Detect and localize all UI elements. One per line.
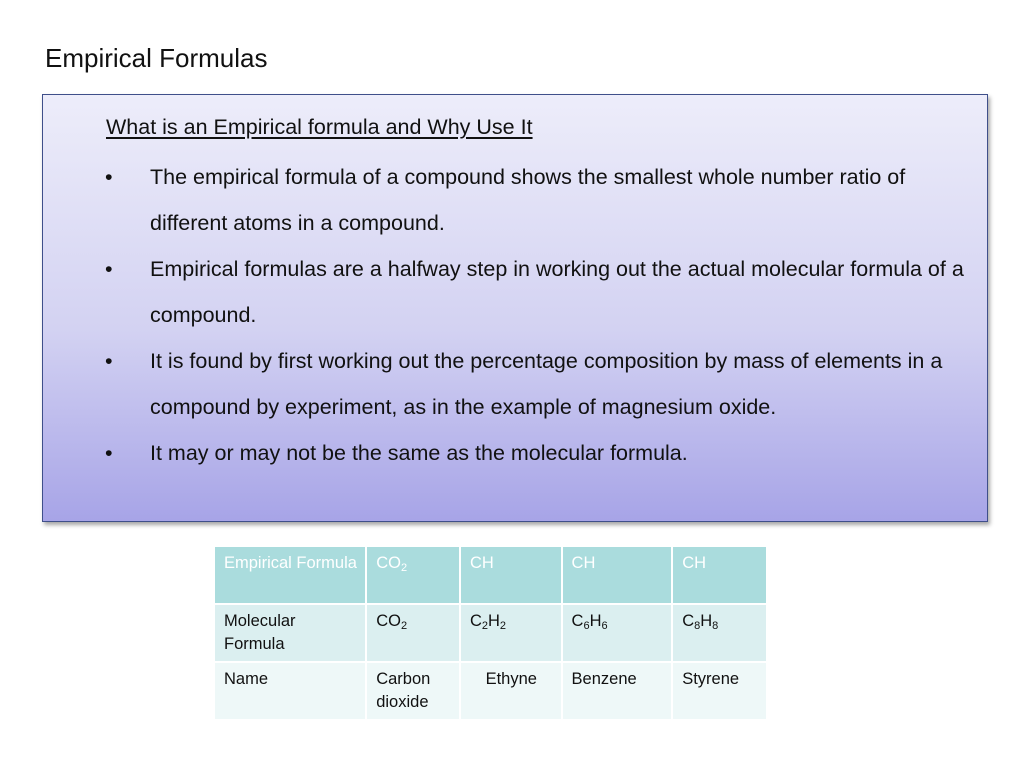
bullet-text: Empirical formulas are a halfway step in working out the actual molecular formula of a compound.	[150, 257, 964, 327]
slide-title: Empirical Formulas	[45, 43, 268, 73]
cell-text: CH	[682, 554, 707, 572]
cell-text: H	[488, 612, 500, 630]
name-cell	[672, 662, 767, 720]
name-cell	[460, 662, 562, 720]
subscript: 2	[481, 620, 488, 632]
name-cell	[366, 662, 460, 720]
bullet-text: It is found by first working out the percentage composition by mass of elements in a compound by experiment, as in the example of magnesium oxide.	[150, 349, 943, 419]
bullet-marker: •	[105, 441, 113, 465]
row-label-cell: Molecular Formula	[214, 604, 366, 662]
cell-text: H	[589, 612, 602, 630]
cell-text: Benzene	[571, 670, 637, 688]
subscript: 6	[583, 620, 590, 632]
name-cell	[562, 662, 673, 720]
formula-cell	[366, 546, 460, 604]
cell-text: C	[469, 612, 482, 630]
row-label-cell: Name	[214, 662, 366, 720]
cell-text: C	[682, 612, 695, 630]
bullet-text: The empirical formula of a compound shows the smallest whole number ratio of different atoms in a compound.	[150, 165, 906, 235]
cell-text: Carbon dioxide	[376, 670, 431, 711]
cell-text: Ethyne	[485, 670, 537, 688]
formula-cell	[672, 546, 767, 604]
subscript: 8	[712, 620, 719, 632]
box-heading: What is an Empirical formula and Why Use It	[106, 115, 533, 139]
cell-text: CH	[571, 554, 596, 572]
cell-text: CO	[376, 554, 401, 572]
table-row	[214, 662, 767, 720]
table-header-row	[214, 546, 767, 604]
formula-cell	[460, 546, 562, 604]
bullet-item	[105, 246, 985, 338]
bullet-list	[105, 154, 985, 476]
definition-box	[42, 94, 988, 522]
formula-cell	[562, 604, 673, 662]
formula-cell	[562, 546, 673, 604]
cell-text: CO	[376, 612, 401, 630]
bullet-marker: •	[105, 349, 113, 373]
table-row	[214, 604, 767, 662]
subscript: 2	[400, 620, 408, 632]
formula-cell	[672, 604, 767, 662]
bullet-item	[105, 154, 985, 246]
cell-text: H	[700, 612, 713, 630]
formula-cell	[460, 604, 562, 662]
bullet-item	[105, 338, 985, 430]
bullet-marker: •	[105, 257, 113, 281]
cell-text: Styrene	[682, 670, 740, 688]
subscript: 6	[601, 620, 608, 632]
cell-text: C	[571, 612, 584, 630]
row-label-cell: Empirical Formula	[214, 546, 366, 604]
subscript: 8	[694, 620, 701, 632]
formula-table	[213, 545, 768, 721]
bullet-text: It may or may not be the same as the molecular formula.	[150, 441, 688, 465]
bullet-item	[105, 430, 985, 476]
bullet-marker: •	[105, 165, 113, 189]
subscript: 2	[499, 620, 507, 632]
subscript: 2	[400, 562, 408, 574]
cell-text: CH	[469, 554, 494, 572]
formula-cell	[366, 604, 460, 662]
